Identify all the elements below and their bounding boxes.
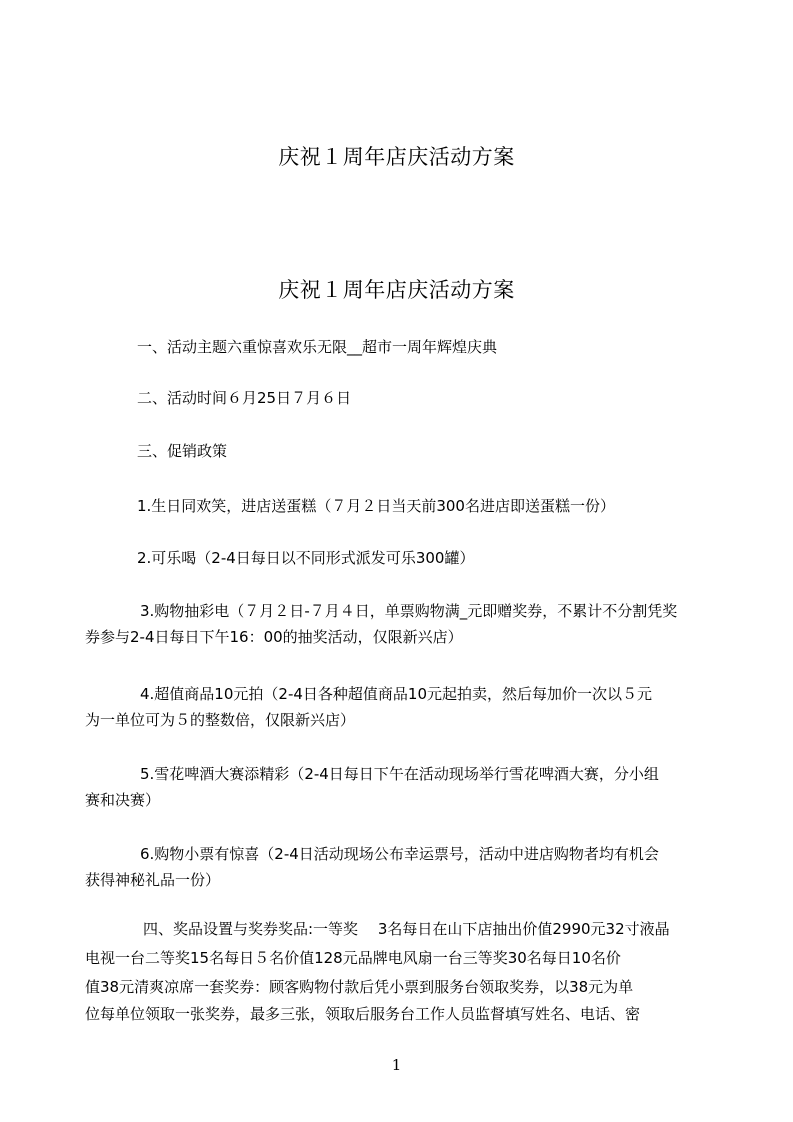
prizes-line-3: 值38元清爽凉席一套奖券：顾客购物付款后凭小票到服务台领取奖券，以38元为单: [85, 978, 634, 996]
prizes-line-1: 四、奖品设置与奖券奖品:一等奖 3名每日在山下店抽出价值2990元32寸液晶: [143, 920, 670, 938]
promo-item-1: 1.生日同欢笑，进店送蛋糕（７月２日当天前300名进店即送蛋糕一份）: [137, 497, 615, 515]
promo-item-3-line-1: 3.购物抽彩电（７月２日-７月４日，单票购物满_元即赠奖券，不累计不分割凭奖: [140, 602, 678, 620]
document-header-title: 庆祝１周年店庆活动方案: [278, 145, 515, 169]
prizes-line-2: 电视一台二等奖15名每日５名价值128元品牌电风扇一台三等奖30名每日10名价: [85, 949, 621, 967]
promo-item-6-line-1: 6.购物小票有惊喜（2-4日活动现场公布幸运票号，活动中进店购物者均有机会: [140, 845, 659, 863]
promo-item-2: 2.可乐喝（2-4日每日以不同形式派发可乐300罐）: [137, 549, 475, 567]
section-time: 二、活动时间６月25日７月６日: [137, 389, 352, 407]
document-main-title: 庆祝１周年店庆活动方案: [278, 278, 515, 302]
page-number: 1: [391, 1056, 402, 1074]
promo-item-4-line-1: 4.超值商品10元拍（2-4日各种超值商品10元起拍卖，然后每加价一次以５元: [140, 685, 652, 703]
promo-item-6-line-2: 获得神秘礼品一份）: [85, 871, 221, 889]
promo-item-4-line-2: 为一单位可为５的整数倍，仅限新兴店）: [85, 711, 356, 729]
promo-item-5-line-1: 5.雪花啤酒大赛添精彩（2-4日每日下午在活动现场举行雪花啤酒大赛，分小组: [140, 765, 659, 783]
promo-item-3-line-2: 券参与2-4日每日下午16：00的抽奖活动，仅限新兴店）: [85, 628, 463, 646]
section-promo-heading: 三、促销政策: [137, 442, 228, 460]
promo-item-5-line-2: 赛和决赛）: [85, 791, 161, 809]
prizes-line-4: 位每单位领取一张奖券，最多三张，领取后服务台工作人员监督填写姓名、电话、密: [85, 1005, 641, 1023]
section-theme: 一、活动主题六重惊喜欢乐无限__超市一周年辉煌庆典: [137, 338, 498, 356]
